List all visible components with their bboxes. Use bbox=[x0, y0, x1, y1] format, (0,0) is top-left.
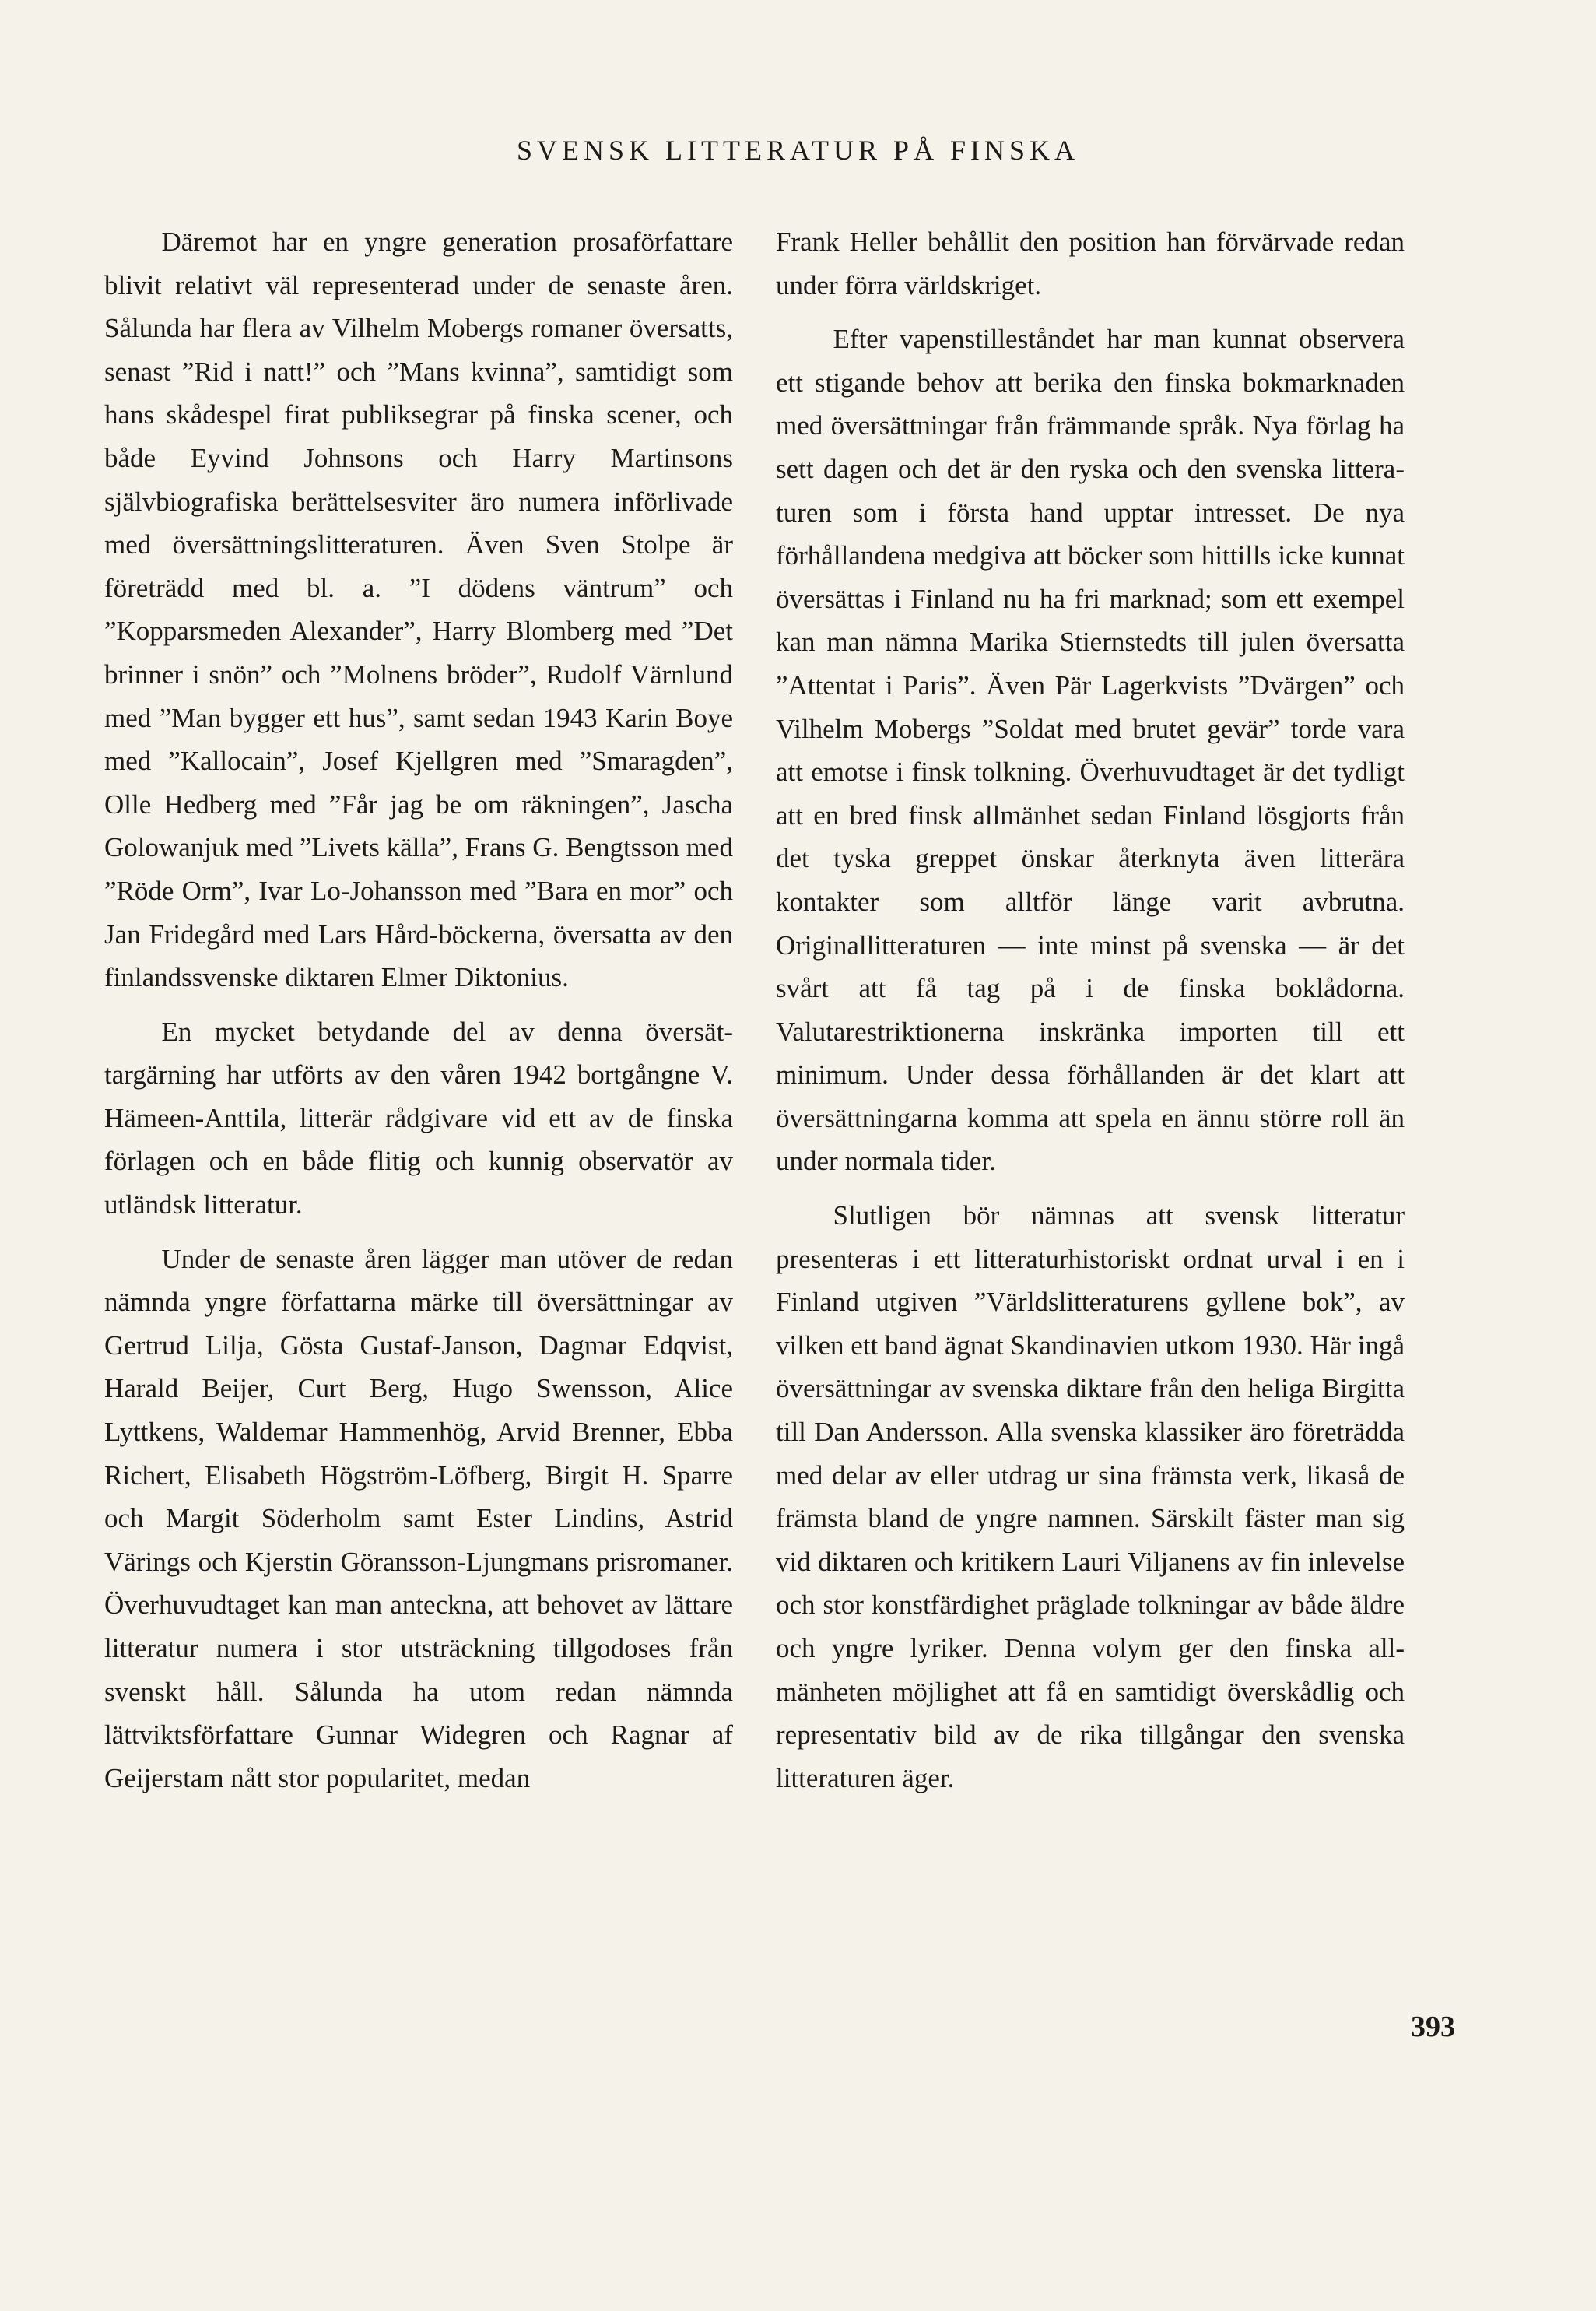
paragraph-continuation: Frank Heller behållit den position han förvärvade redan under förra världskriget. bbox=[776, 227, 1405, 300]
left-column bbox=[104, 220, 733, 1811]
paragraph: En mycket betydande del av denna översättargärning har utförts av den våren 1942 bortgångne V. Hämeen-Anttila, litterär rådgivare vid ett av de finska förlagen och en både flitig och kunnig observatör av utländsk litteratur. bbox=[104, 1016, 733, 1220]
right-column bbox=[776, 220, 1405, 1811]
paragraph: Under de senaste åren lägger man utöver de redan nämnda yngre författarna märke till översättningar av Gertrud Lilja, Gösta Gustaf-Janson, Dagmar Edqvist, Harald Beijer, Curt Berg, Hugo Swensson, Alice Lyttkens, Waldemar Hammenhög, Arvid Brenner, Ebba Richert, Elisabeth Högström-Löfberg, Birgit H. Sparre och Margit Söderholm samt Ester Lindins, Astrid Värings och Kjerstin Göransson-Ljungmans prisromaner. Överhuvudtaget kan man anteckna, att behovet av lättare litteratur numera i stor utsträckning tillgodoses från svenskt håll. Sålunda ha utom redan nämnda lättviktsförfattare Gunnar Widegren och Ragnar af Geijerstam nått stor popularitet, medan bbox=[104, 1243, 733, 1793]
paragraph: Slutligen bör nämnas att svensk litteratur presenteras i ett litteraturhistoriskt ordnat urval i en i Finland utgiven ”Världslitteraturens gyllene bok”, av vilken ett band ägnat Skandinavien utkom 1930. Här ingå översättningar av svenska diktare från den heliga Birgitta till Dan Andersson. Alla svenska klassiker äro företrädda med delar av eller utdrag ur sina främsta verk, likaså de främsta bland de yngre namnen. Särskilt fäster man sig vid diktaren och kritikern Lauri Viljanens av fin inlevelse och stor konstfärdighet präglade tolkningar av både äldre och yngre lyriker. Denna volym ger den finska allmänheten möjlighet att få en samtidigt överskådlig och representativ bild av de rika tillgångar den svenska litteraturen äger. bbox=[776, 1200, 1405, 1793]
page-number: 393 bbox=[1411, 2011, 1455, 2043]
running-title: SVENSK LITTERATUR PÅ FINSKA bbox=[516, 135, 1080, 166]
paragraph: Efter vapenstilleståndet har man kunnat observera ett stigande behov att berika den finska bokmarknaden med översättningar från främmande språk. Nya förlag ha sett dagen och det är den ryska och den svenska litteraturen som i första hand upptar intresset. De nya förhållandena medgiva att böcker som hittills icke kunnat översättas i Finland nu ha fri marknad; som ett exempel kan man nämna Marika Stiernstedts till julen översatta ”Attentat i Paris”. Även Pär Lagerkvists ”Dvärgen” och Vilhelm Mobergs ”Soldat med brutet gevär” torde vara att emotse i finsk tolkning. Överhuvudtaget är det tydligt att en bred finsk allmänhet sedan Finland lösgjorts från det tyska greppet önskar återknyta även litterära kontakter som alltför länge varit avbrutna. Originallitteraturen — inte minst på svenska — är det svårt att få tag på i de finska boklådorna. Valutarestriktionerna inskränka importen till ett minimum. Under dessa förhållanden är det klart att översättningarna komma att spela en ännu större roll än under normala tider. bbox=[776, 324, 1405, 1177]
paragraph: Däremot har en yngre generation prosaförfattare blivit relativt väl representerad under de senaste åren. Sålunda har flera av Vilhelm Mobergs romaner översatts, senast ”Rid i natt!” och ”Mans kvinna”, samtidigt som hans skådespel firat publiksegrar på finska scener, och både Eyvind Johnsons och Harry Martinsons självbiografiska berättelsesviter äro numera införlivade med översättningslitteraturen. Även Sven Stolpe är företrädd med bl. a. ”I dödens väntrum” och ”Kopparsmeden Alexander”, Harry Blomberg med ”Det brinner i snön” och ”Molnens bröder”, Rudolf Värnlund med ”Man bygger ett hus”, samt sedan 1943 Karin Boye med ”Kallocain”, Josef Kjellgren med ”Smaragden”, Olle Hedberg med ”Får jag be om räkningen”, Jascha Golowanjuk med ”Livets källa”, Frans G. Bengtsson med ”Röde Orm”, Ivar Lo-Johansson med ”Bara en mor” och Jan Fridegård med Lars Hård-böckerna, översatta av den finlandssvenske diktaren Elmer Diktonius. bbox=[104, 227, 733, 993]
